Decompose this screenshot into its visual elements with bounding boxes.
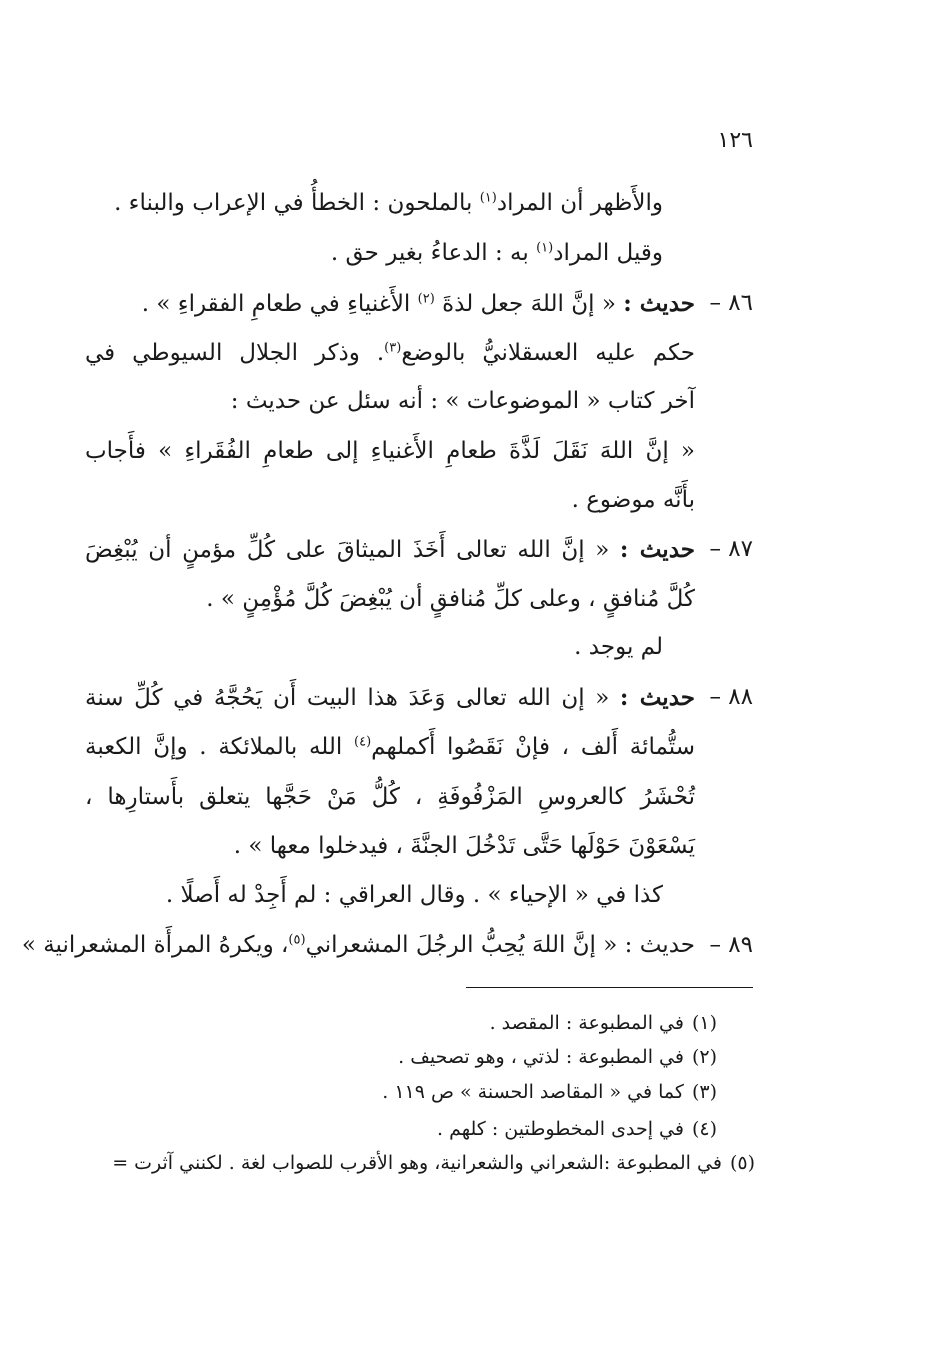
footnote-text: في المطبوعة : لذتي ، وهو تصحيف .: [398, 1046, 684, 1068]
entry-line: يَسْعَوْنَ حَوْلَها حَتَّى تَدْخُلَ الجنَّةَ ، فيدخلوا معها » .: [233, 833, 695, 859]
footnote-item: [437, 1118, 717, 1140]
footnote-ref[interactable]: (٥): [288, 932, 306, 948]
hadith-label: حديث :: [619, 684, 695, 711]
entry-line: حكم عليه العسقلانيُّ بالوضع$^{(٣)}$. وذكر الجلال السيوطي في: [85, 340, 696, 366]
footnote-ref[interactable]: (١): [479, 190, 497, 206]
hadith-label: حديث :: [623, 290, 695, 317]
entry-number: ٨٩ –: [709, 932, 753, 958]
footnote-ref[interactable]: (١): [536, 240, 554, 256]
footnote-separator: [466, 987, 753, 988]
hadith-label: حديث :: [624, 932, 695, 958]
entry-line: آخر كتاب « الموضوعات » : أنه سئل عن حديث :: [230, 388, 695, 414]
footnote-text: في المطبوعة : المقصد .: [489, 1012, 684, 1034]
footnote-item: [490, 1012, 717, 1034]
entry-number: ٨٦ –: [709, 290, 753, 316]
hadith-label: حديث :: [619, 536, 695, 563]
footnote-number: (٢): [691, 1046, 717, 1068]
entry-number: ٨٨ –: [709, 684, 753, 710]
footnote-text: في المطبوعة :الشعراني والشعرانية، وهو الأقرب للصواب لغة . لكنني آثرت =: [112, 1152, 722, 1174]
entry-line: حديث : « إن الله تعالى وَعَدَ هذا البيت أَن يَحُجَّهُ في كُلِّ سنة: [85, 684, 695, 711]
footnote-item: [382, 1081, 717, 1103]
footnote-ref[interactable]: (٤): [354, 734, 372, 750]
entry-line: كُلَّ مُنافقٍ ، وعلى كلِّ مُنافقٍ أن يُبْغِضَ كُلَّ مُؤْمِنٍ » .: [206, 586, 695, 612]
footnote-item: [112, 1152, 755, 1174]
entry-line: ستُّمائة أَلف ، فإنْ نَقَصُوا أَكملهم$^{(٤)}$ الله بالملائكة . وإنَّ الكعبة: [85, 734, 695, 760]
entry-number: ٨٧ –: [709, 536, 753, 562]
footnote-number: (٣): [691, 1081, 717, 1103]
paragraph-melhoon: والأَظهر أن المراد$^{(١)}$ بالملحون : الخطأُ في الإعراب والبناء .: [114, 190, 663, 216]
paragraph-dua: وقيل المراد$^{(١)}$ به : الدعاءُ بغير حق .: [330, 240, 663, 266]
page-number: ١٢٦: [717, 128, 753, 153]
entry-line: حديث : « إنَّ الله تعالى أَخَذَ الميثاقَ على كُلِّ مؤمنٍ أن يُبْغِضَ: [85, 536, 695, 563]
footnote-number: (١): [691, 1012, 717, 1034]
footnote-item: [398, 1046, 717, 1068]
footnote-text: كما في « المقاصد الحسنة » ص ١١٩ .: [382, 1081, 684, 1103]
footnote-number: (٥): [729, 1152, 755, 1174]
entry-line: حديث : « إنَّ اللهَ يُحِبُّ الرجُلَ المشعراني$^{(٥)}$، ويكرهُ المرأَة المشعرانية »: [21, 932, 695, 958]
entry-line: « إنَّ اللهَ نَقَلَ لَذَّةَ طعامِ الأَغنياءِ إلى طعامِ الفُقَراءِ » فأَجاب: [85, 438, 695, 464]
entry-line: حديث : « إنَّ اللهَ جعل لذةَ $^{(٢)}$ الأَغنياءِ في طعامِ الفقراءِ » .: [141, 290, 695, 317]
footnote-text: في إحدى المخطوطتين : كلهم .: [437, 1118, 684, 1140]
footnote-ref[interactable]: (٢): [417, 291, 435, 307]
entry-line: تُحْشَرُ كالعروسِ المَزْفُوفَةِ ، كُلُّ مَنْ حَجَّها يتعلق بأَستارِها ،: [85, 784, 695, 810]
footnote-number: (٤): [691, 1118, 717, 1140]
footnote-ref[interactable]: (٣): [384, 340, 402, 356]
entry-line: كذا في « الإحياء » . وقال العراقي : لم أَجِدْ له أَصلًا .: [165, 882, 663, 908]
entry-line: بأَنَّه موضوع .: [571, 487, 695, 513]
entry-line: لم يوجد .: [574, 634, 663, 660]
